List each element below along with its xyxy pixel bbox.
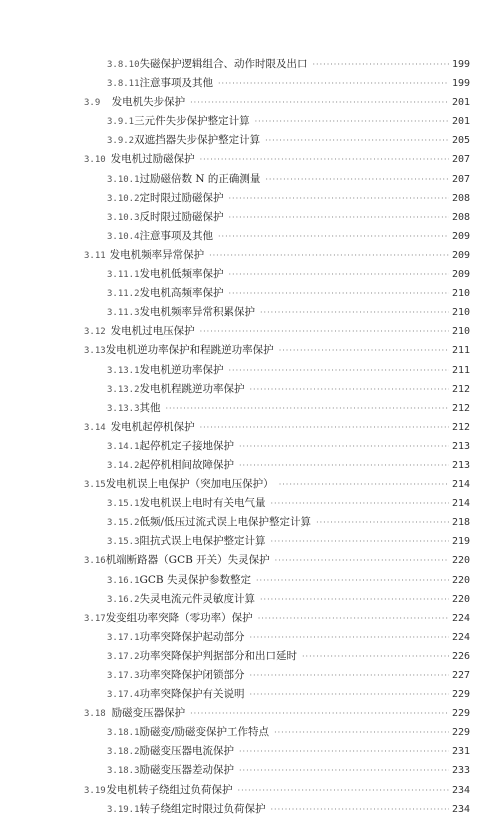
toc-entry-page-number: 207	[451, 154, 470, 166]
dot-leader	[250, 380, 449, 399]
dot-leader	[316, 513, 449, 532]
toc-entry-number: 3.18.2	[107, 747, 140, 758]
toc-entry-number: 3.8.10	[107, 60, 140, 70]
toc-subsection-entry[interactable]	[0, 55, 500, 74]
toc-entry-number: 3.17.2	[107, 651, 140, 662]
dot-leader	[190, 93, 449, 112]
toc-entry-title: 发电机过励磁保护	[110, 153, 195, 166]
toc-entry-number: 3.13	[84, 346, 106, 357]
toc-entry-page-number: 227	[451, 670, 470, 681]
dot-leader	[209, 246, 449, 265]
toc-entry-page-number: 201	[451, 116, 470, 128]
toc-entry-page-number: 234	[451, 784, 470, 796]
dot-leader	[256, 571, 449, 590]
toc-entry-title: 机端断路器（GCB 开关）失灵保护	[105, 554, 270, 567]
toc-subsection-entry[interactable]	[0, 761, 500, 780]
toc-entry-page-number: 229	[451, 689, 470, 701]
toc-entry-number: 3.17.3	[107, 671, 140, 681]
dot-leader	[239, 437, 449, 456]
dot-leader	[250, 685, 449, 704]
toc-section-entry[interactable]	[0, 609, 500, 628]
dot-leader	[200, 150, 449, 169]
toc-entry-title: 发电机起停机保护	[110, 420, 195, 433]
dot-leader	[239, 742, 449, 761]
toc-entry-title: 功率突降保护闭锁部分	[139, 669, 245, 681]
dot-leader	[265, 131, 449, 150]
toc-entry-title: 三元件失步保护整定计算	[134, 115, 250, 128]
toc-entry-page-number: 205	[451, 135, 470, 147]
toc-entry-number: 3.10	[84, 155, 106, 166]
toc-entry-page-number: 211	[451, 364, 470, 376]
toc-entry-title: 发电机转子绕组过负荷保护	[106, 783, 233, 796]
toc-entry-title: 失灵电流元件灵敏度计算	[139, 592, 256, 605]
toc-entry-title: 发电机失步保护	[111, 96, 186, 109]
dot-leader	[260, 590, 449, 609]
toc-entry-number: 3.13.2	[107, 384, 140, 395]
dot-leader	[265, 170, 449, 189]
toc-subsection-entry[interactable]	[0, 399, 500, 418]
toc-subsection-entry[interactable]	[0, 437, 500, 456]
dot-leader	[218, 227, 449, 246]
dot-leader	[200, 418, 449, 437]
toc-entry-page-number: 201	[451, 97, 470, 109]
dot-leader	[313, 55, 449, 74]
toc-entry-number: 3.13.1	[107, 365, 140, 376]
toc-subsection-entry[interactable]	[0, 590, 500, 609]
toc-subsection-entry[interactable]	[0, 189, 500, 208]
toc-section-entry[interactable]	[0, 704, 500, 723]
toc-entry-number: 3.10.4	[107, 231, 140, 242]
toc-entry-title: 发电机过电压保护	[110, 325, 195, 338]
toc-subsection-entry[interactable]	[0, 456, 500, 475]
dot-leader	[239, 761, 449, 780]
toc-entry-number: 3.9.2	[107, 136, 135, 147]
toc-entry-number: 3.14	[84, 422, 106, 433]
toc-subsection-entry[interactable]	[0, 800, 500, 819]
toc-entry-title: 发电机低频率保护	[139, 268, 224, 281]
toc-entry-number: 3.17.1	[107, 632, 140, 643]
toc-entry-title: 励磁变压器保护	[111, 707, 186, 720]
toc-subsection-entry[interactable]	[0, 112, 500, 131]
dot-leader	[258, 609, 449, 628]
toc-entry-number: 3.15	[84, 480, 106, 491]
toc-entry-title: 其他	[139, 401, 161, 414]
toc-entry-page-number: 218	[451, 517, 470, 529]
toc-entry-number: 3.17	[84, 613, 106, 624]
toc-subsection-entry[interactable]	[0, 723, 500, 742]
toc-entry-page-number: 207	[451, 173, 470, 185]
dot-leader	[200, 322, 449, 341]
toc-entry-page-number: 229	[451, 727, 470, 739]
toc-subsection-entry[interactable]	[0, 208, 500, 227]
toc-subsection-entry[interactable]	[0, 647, 500, 666]
toc-subsection-entry[interactable]	[0, 303, 500, 322]
toc-entry-page-number: 214	[451, 479, 470, 491]
dot-leader	[229, 265, 449, 284]
toc-entry-page-number: 233	[451, 765, 470, 777]
toc-entry-title: 低频/低压过流式误上电保护整定计算	[139, 516, 312, 529]
toc-entry-title: 励磁变/励磁变保护工作特点	[139, 726, 270, 739]
toc-entry-page-number: 199	[451, 78, 470, 90]
dot-leader	[229, 189, 449, 208]
toc-entry-page-number: 226	[451, 650, 470, 662]
toc-entry-page-number: 224	[451, 631, 470, 643]
dot-leader	[279, 341, 449, 360]
toc-entry-number: 3.11.1	[107, 270, 140, 281]
toc-entry-number: 3.16.2	[107, 594, 140, 605]
toc-entry-number: 3.9	[84, 98, 101, 109]
toc-subsection-entry[interactable]	[0, 666, 500, 685]
toc-entry-page-number: 210	[451, 326, 470, 338]
toc-entry-number: 3.16.1	[107, 575, 140, 586]
toc-entry-title: GCB 失灵保护参数整定	[139, 573, 251, 586]
toc-entry-title: 励磁变压器电流保护	[139, 745, 235, 758]
toc-section-entry[interactable]	[0, 418, 500, 437]
toc-entry-number: 3.12	[84, 327, 106, 338]
toc-entry-number: 3.18	[84, 709, 106, 720]
dot-leader	[274, 723, 449, 742]
toc-entry-page-number: 199	[451, 59, 470, 70]
dot-leader	[279, 475, 449, 494]
toc-subsection-entry[interactable]	[0, 74, 500, 93]
toc-entry-title: 发电机程跳逆功率保护	[139, 382, 245, 395]
toc-entry-page-number: 220	[451, 574, 470, 586]
toc-entry-title: 发电机误上电时有关电气量	[139, 497, 266, 510]
toc-entry-title: 失磁保护逻辑组合、动作时限及出口	[139, 58, 308, 70]
toc-entry-title: 注意事项及其他	[139, 77, 214, 90]
toc-entry-title: 发变组功率突降（零功率）保护	[105, 611, 253, 624]
dot-leader	[239, 456, 449, 475]
dot-leader	[190, 704, 449, 723]
toc-entry-title: 发电机误上电保护（突加电压保护）	[105, 478, 274, 491]
dot-leader	[271, 494, 449, 513]
dot-leader	[250, 666, 449, 685]
toc-subsection-entry[interactable]	[0, 571, 500, 590]
toc-entry-title: 注意事项及其他	[139, 229, 214, 242]
toc-section-entry[interactable]	[0, 322, 500, 341]
toc-entry-page-number: 213	[451, 459, 470, 471]
toc-entry-page-number: 220	[451, 555, 470, 567]
toc-entry-page-number: 213	[451, 440, 470, 452]
toc-subsection-entry[interactable]	[0, 628, 500, 647]
toc-entry-page-number: 231	[451, 746, 470, 758]
toc-entry-number: 3.14.1	[107, 441, 140, 452]
toc-entry-title: 起停机相间故障保护	[139, 458, 235, 471]
toc-subsection-entry[interactable]	[0, 742, 500, 761]
toc-entry-page-number: 234	[451, 803, 470, 815]
toc-section-entry[interactable]	[0, 475, 500, 494]
toc-section-entry[interactable]	[0, 551, 500, 570]
toc-entry-page-number: 229	[451, 708, 470, 720]
toc-entry-page-number: 212	[451, 421, 470, 433]
dot-leader	[218, 74, 449, 93]
toc-entry-number: 3.15.2	[107, 518, 140, 529]
toc-entry-number: 3.19	[84, 785, 106, 796]
toc-subsection-entry[interactable]	[0, 265, 500, 284]
toc-subsection-entry[interactable]	[0, 494, 500, 513]
toc-entry-number: 3.11.2	[107, 289, 140, 300]
toc-entry-page-number: 208	[451, 192, 470, 204]
toc-entry-number: 3.11.3	[107, 308, 140, 319]
toc-section-entry[interactable]	[0, 93, 500, 112]
toc-subsection-entry[interactable]	[0, 284, 500, 303]
toc-entry-title: 励磁变压器差动保护	[139, 764, 235, 777]
toc-subsection-entry[interactable]	[0, 170, 500, 189]
toc-entry-title: 双遮挡器失步保护整定计算	[134, 134, 261, 147]
toc-entry-page-number: 210	[451, 288, 470, 300]
toc-entry-page-number: 214	[451, 498, 470, 510]
dot-leader	[250, 628, 449, 647]
toc-subsection-entry[interactable]	[0, 227, 500, 246]
toc-entry-page-number: 209	[451, 230, 470, 242]
toc-entry-title: 功率突降保护起动部分	[139, 630, 245, 643]
toc-entry-number: 3.14.2	[107, 460, 140, 471]
dot-leader	[271, 800, 449, 819]
toc-entry-page-number: 212	[451, 402, 470, 414]
dot-leader	[271, 532, 449, 551]
dot-leader	[238, 781, 449, 800]
toc-entry-title: 过励磁倍数 N 的正确测量	[139, 172, 261, 185]
dot-leader	[255, 112, 449, 131]
toc-entry-number: 3.10.3	[107, 212, 140, 223]
toc-subsection-entry[interactable]	[0, 513, 500, 532]
toc-section-entry[interactable]	[0, 150, 500, 169]
toc-entry-number: 3.19.1	[107, 804, 140, 815]
toc-subsection-entry[interactable]	[0, 361, 500, 380]
toc-entry-title: 功率突降保护有关说明	[139, 688, 245, 701]
toc-entry-number: 3.8.11	[107, 79, 140, 90]
dot-leader	[302, 647, 449, 666]
toc-section-entry[interactable]	[0, 246, 500, 265]
dot-leader	[229, 208, 449, 227]
toc-entry-page-number: 208	[451, 211, 470, 223]
toc-subsection-entry[interactable]	[0, 685, 500, 704]
toc-entry-page-number: 210	[451, 307, 470, 319]
table-of-contents	[0, 55, 500, 819]
toc-entry-number: 3.9.1	[107, 117, 135, 128]
toc-entry-page-number: 211	[451, 345, 470, 357]
toc-entry-page-number: 224	[451, 612, 470, 624]
toc-entry-title: 起停机定子接地保护	[139, 439, 235, 452]
toc-entry-title: 转子绕组定时限过负荷保护	[139, 802, 266, 815]
toc-entry-title: 发电机逆功率保护	[139, 363, 224, 376]
toc-entry-page-number: 209	[451, 269, 470, 281]
toc-entry-number: 3.11	[84, 250, 106, 261]
dot-leader	[275, 551, 449, 570]
toc-entry-number: 3.10.1	[107, 174, 140, 185]
toc-entry-number: 3.18.3	[107, 766, 140, 777]
toc-subsection-entry[interactable]	[0, 131, 500, 150]
toc-entry-title: 反时限过励磁保护	[139, 210, 224, 223]
toc-entry-title: 阻抗式误上电保护整定计算	[139, 535, 266, 548]
toc-entry-page-number: 212	[451, 383, 470, 395]
toc-entry-title: 发电机频率异常积累保护	[139, 306, 256, 319]
toc-entry-number: 3.10.2	[107, 193, 140, 204]
dot-leader	[229, 284, 449, 303]
toc-entry-number: 3.13.3	[107, 403, 140, 414]
toc-entry-page-number: 219	[451, 536, 470, 548]
toc-entry-number: 3.15.3	[107, 537, 140, 548]
dot-leader	[260, 303, 449, 322]
toc-entry-number: 3.18.1	[107, 728, 140, 739]
toc-entry-title: 发电机高频率保护	[139, 287, 224, 300]
toc-entry-number: 3.17.4	[107, 690, 140, 701]
toc-entry-number: 3.16	[84, 556, 106, 567]
toc-entry-title: 发电机逆功率保护和程跳逆功率保护	[105, 344, 274, 357]
toc-section-entry[interactable]	[0, 781, 500, 800]
dot-leader	[166, 399, 449, 418]
toc-entry-title: 定时限过励磁保护	[139, 191, 224, 204]
toc-entry-title: 功率突降保护判据部分和出口延时	[139, 649, 298, 662]
toc-subsection-entry[interactable]	[0, 380, 500, 399]
toc-entry-page-number: 209	[451, 249, 470, 261]
toc-entry-number: 3.15.1	[107, 499, 140, 510]
toc-entry-title: 发电机频率异常保护	[109, 248, 205, 261]
toc-section-entry[interactable]	[0, 341, 500, 360]
toc-entry-page-number: 220	[451, 593, 470, 605]
dot-leader	[229, 361, 449, 380]
toc-subsection-entry[interactable]	[0, 532, 500, 551]
